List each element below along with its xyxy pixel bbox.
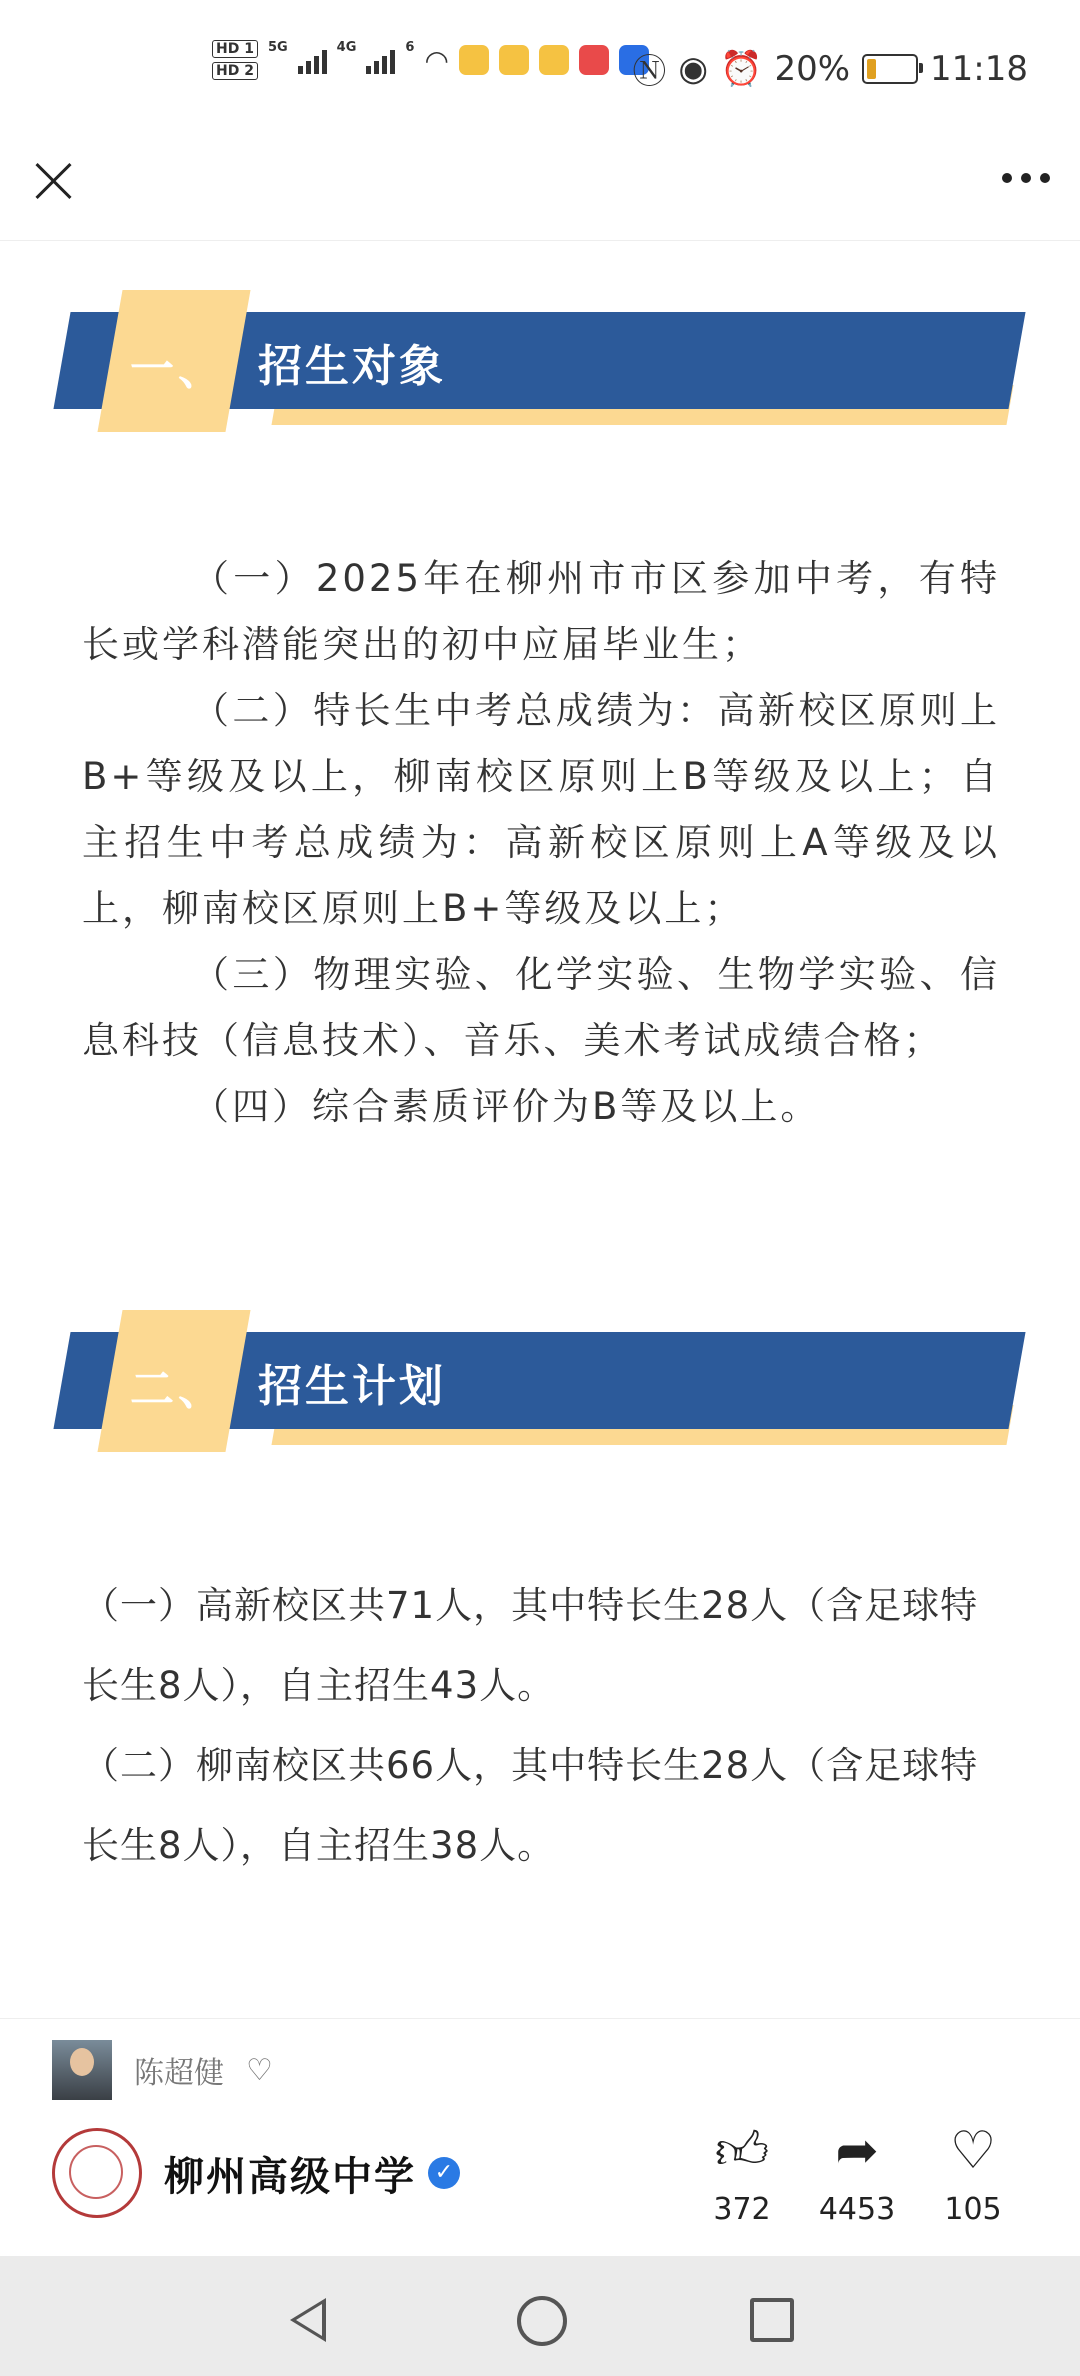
battery-level <box>867 59 876 79</box>
hd2-badge: HD 2 <box>212 62 258 80</box>
favorite-count: 105 <box>944 2192 1002 2227</box>
like-button[interactable] <box>682 2118 802 2227</box>
avatar[interactable] <box>52 2040 112 2100</box>
section-body-2 <box>82 1566 1000 1886</box>
like-count: 372 <box>713 2192 771 2227</box>
paragraph: （一）高新校区共71人，其中特长生28人（含足球特长生8人），自主招生43人。 <box>82 1584 979 1707</box>
heart-icon[interactable]: ♡ <box>949 2121 997 2181</box>
nfc-icon: Ⓝ <box>632 52 667 92</box>
share-icon[interactable]: ➦ <box>835 2121 879 2181</box>
status-left <box>212 40 649 80</box>
eye-comfort-icon: ◉ <box>678 48 709 89</box>
section-header-2 <box>50 1310 1030 1460</box>
weibo-icon <box>459 45 489 75</box>
author-row[interactable] <box>52 2040 273 2100</box>
author-name[interactable]: 陈超健 <box>134 2056 224 2091</box>
notes-app-icon <box>579 45 609 75</box>
home-icon[interactable] <box>517 2296 567 2346</box>
clock: 11:18 <box>930 48 1028 89</box>
school-logo[interactable] <box>52 2128 142 2218</box>
paragraph: （二）特长生中考总成绩为：高新校区原则上B+等级及以上，柳南校区原则上B等级及以上；自主招生中考总成绩为：高新校区原则上A等级及以上，柳南校区原则上B+等级及以上； <box>82 689 1000 930</box>
signal2-icon <box>366 46 395 74</box>
thumbs-up-icon[interactable]: 👍︎ <box>714 2121 770 2181</box>
paragraph: （二）柳南校区共66人，其中特长生28人（含足球特长生8人），自主招生38人。 <box>82 1744 979 1867</box>
battery-icon <box>862 54 918 84</box>
status-right <box>632 44 1028 93</box>
section-title: 招生对象 <box>258 341 446 392</box>
heart-icon[interactable]: ♡ <box>246 2052 273 2088</box>
weibo-icon <box>539 45 569 75</box>
system-nav-bar <box>0 2256 1080 2376</box>
share-button[interactable] <box>797 2118 917 2227</box>
signal1-label: 5G <box>267 40 288 55</box>
divider <box>0 2018 1080 2019</box>
hd1-badge: HD 1 <box>212 40 258 58</box>
alarm-icon: ⏰ <box>720 48 763 89</box>
paragraph: （三）物理实验、化学实验、生物学实验、信息科技（信息技术）、音乐、美术考试成绩合格； <box>82 953 1000 1062</box>
share-count: 4453 <box>818 2192 896 2227</box>
wifi-label: 6 <box>405 40 415 55</box>
verified-icon: ✓ <box>428 2157 460 2189</box>
recent-apps-icon[interactable] <box>750 2298 794 2342</box>
wifi-icon: ◠ <box>424 43 449 77</box>
favorite-button[interactable] <box>913 2118 1033 2227</box>
status-bar <box>0 0 1080 135</box>
section-body-1 <box>82 546 1000 1140</box>
section-number: 一、 <box>130 344 226 395</box>
weibo-icon <box>499 45 529 75</box>
section-title: 招生计划 <box>258 1361 446 1412</box>
paragraph: （四）综合素质评价为B等及以上。 <box>192 1085 821 1128</box>
back-icon[interactable] <box>290 2298 326 2342</box>
more-options-icon[interactable] <box>1002 173 1050 183</box>
account-name[interactable]: 柳州高级中学 <box>164 2153 416 2200</box>
hd-badges <box>212 40 258 80</box>
close-icon[interactable] <box>28 155 80 207</box>
signal1-icon <box>298 46 327 74</box>
section-header-1 <box>50 290 1030 440</box>
top-nav <box>0 135 1080 241</box>
battery-percent: 20% <box>774 48 851 89</box>
paragraph: （一）2025年在柳州市市区参加中考，有特长或学科潜能突出的初中应届毕业生； <box>82 557 1000 666</box>
signal2-label: 4G <box>336 40 357 55</box>
account-row[interactable] <box>52 2128 460 2218</box>
section-number: 二、 <box>130 1364 226 1415</box>
